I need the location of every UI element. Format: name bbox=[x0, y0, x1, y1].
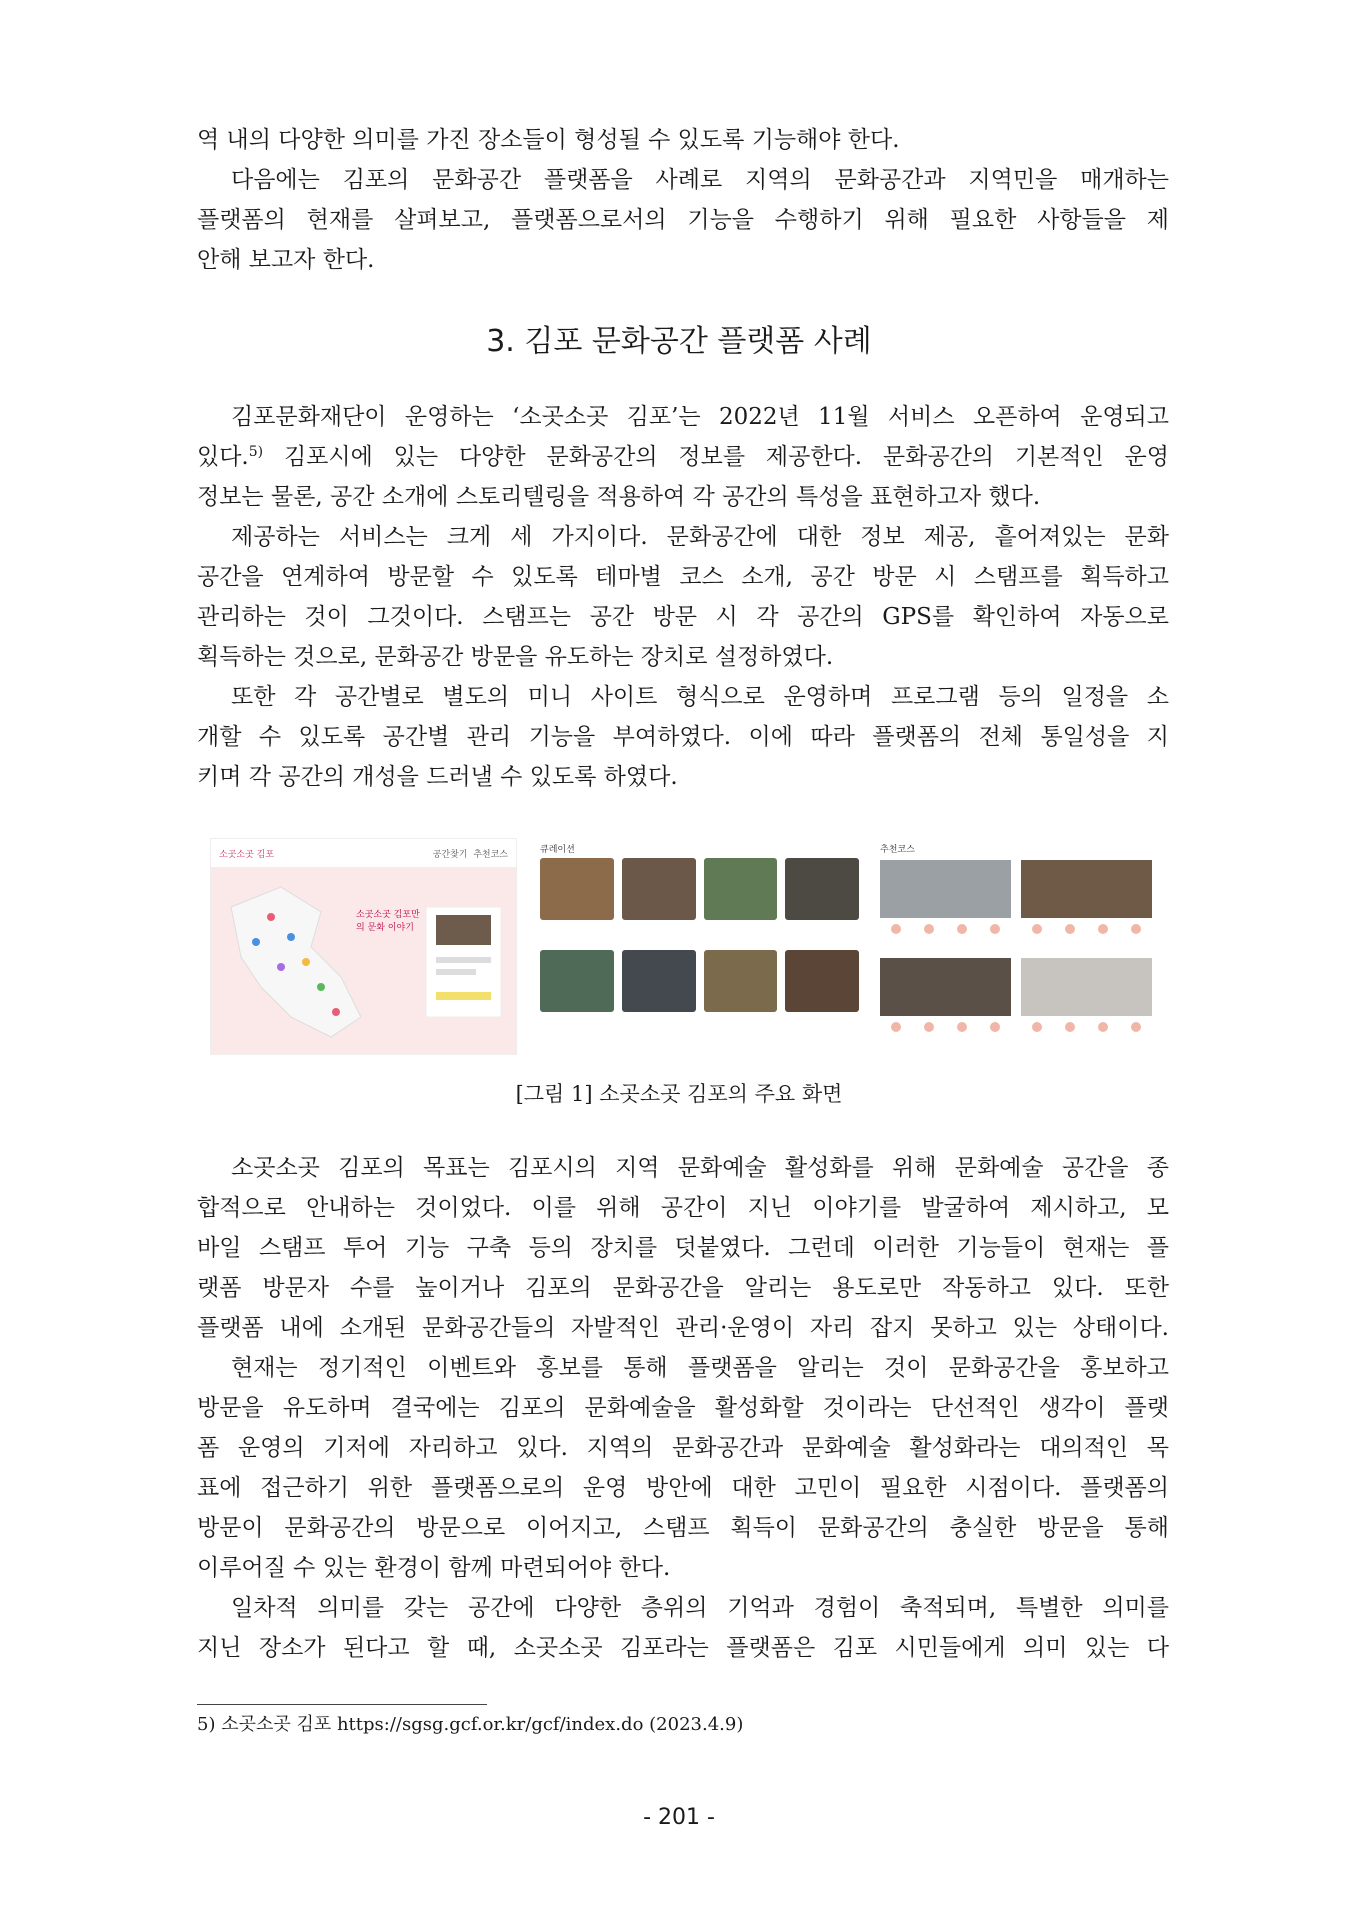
panel-nav bbox=[433, 847, 508, 860]
text-segment: 있다. bbox=[197, 444, 249, 470]
thumbnail-card bbox=[785, 858, 859, 942]
thumbnail-card bbox=[785, 950, 859, 1034]
text-segment: 김포시에 있는 다양한 문화공간의 정보를 제공한다. 문화공간의 기본적인 운영 bbox=[263, 444, 1169, 470]
map-illustration bbox=[211, 867, 516, 1054]
nav-space-search: 공간찾기 bbox=[432, 849, 468, 860]
text-line: 안해 보고자 한다. bbox=[197, 247, 375, 273]
text-line: 제공하는 서비스는 크게 세 가지이다. 문화공간에 대한 정보 제공, 흩어져있는 문화 bbox=[231, 524, 1169, 550]
course-card-grid bbox=[872, 838, 1160, 1046]
text-line: 현재는 정기적인 이벤트와 홍보를 통해 플랫폼을 알리는 것이 문화공간을 홍보하고 bbox=[231, 1355, 1169, 1381]
thumbnail-card bbox=[540, 858, 614, 942]
hero-text: 소곳소곳 김포만의 문화 이야기 bbox=[356, 910, 420, 933]
section-paragraph-1 bbox=[197, 397, 1169, 517]
site-logo: 소곳소곳 김포 bbox=[219, 849, 275, 860]
thumbnail-card bbox=[540, 950, 614, 1034]
footnote-ref[interactable]: 5) bbox=[248, 444, 264, 460]
thumbnail-card bbox=[622, 950, 696, 1034]
text-line: 정보는 물론, 공간 소개에 스토리텔링을 적용하여 각 공간의 특성을 표현하고자 했다. bbox=[197, 484, 1041, 510]
text-line: 획득하는 것으로, 문화공간 방문을 유도하는 장치로 설정하였다. bbox=[197, 644, 834, 670]
text-line: 플랫폼 내에 소개된 문화공간들의 자발적인 관리·운영이 자리 잡지 못하고 있는 상태이다. bbox=[197, 1315, 1169, 1341]
page-number: - 201 - bbox=[643, 1805, 715, 1830]
text-line: 또한 각 공간별로 별도의 미니 사이트 형식으로 운영하며 프로그램 등의 일정을 소 bbox=[231, 684, 1169, 710]
nav-course: 추천코스 bbox=[473, 849, 508, 860]
text-line: 합적으로 안내하는 것이었다. 이를 위해 공간이 지닌 이야기를 발굴하여 제시하고, 모 bbox=[197, 1195, 1169, 1221]
text-line: 이루어질 수 있는 환경이 함께 마련되어야 한다. bbox=[197, 1555, 671, 1581]
text-line: 김포문화재단이 운영하는 ‘소곳소곳 김포’는 2022년 11월 서비스 오픈하여 운영되고 bbox=[231, 404, 1169, 430]
text-line: 다음에는 김포의 문화공간 플랫폼을 사례로 지역의 문화공간과 지역민을 매개하는 bbox=[231, 167, 1169, 193]
text-line: 폼 운영의 기저에 자리하고 있다. 지역의 문화공간과 문화예술 활성화라는 대의적인 목 bbox=[197, 1435, 1169, 1461]
figure-panel-map bbox=[210, 838, 517, 1055]
section-heading: 3. 김포 문화공간 플랫폼 사례 bbox=[486, 324, 872, 359]
text-line: 랫폼 방문자 수를 높이거나 김포의 문화공간을 알리는 용도로만 작동하고 있다. 또한 bbox=[197, 1275, 1169, 1301]
text-line: 방문을 유도하며 결국에는 김포의 문화예술을 활성화할 것이라는 단선적인 생각이 플랫 bbox=[197, 1395, 1169, 1421]
text-line: 키며 각 공간의 개성을 드러낼 수 있도록 하였다. bbox=[197, 764, 678, 790]
course-card bbox=[1021, 958, 1152, 1046]
section-paragraph-2 bbox=[197, 517, 1169, 677]
figure-caption: [그림 1] 소곳소곳 김포의 주요 화면 bbox=[515, 1082, 843, 1106]
body-paragraph-4 bbox=[197, 1148, 1169, 1348]
course-card bbox=[880, 860, 1011, 948]
figure-panel-curation bbox=[532, 838, 867, 1053]
course-card bbox=[1021, 860, 1152, 948]
figure-panel-courses bbox=[872, 838, 1160, 1053]
text-line: 공간을 연계하여 방문할 수 있도록 테마별 코스 소개, 공간 방문 시 스탬프를 획득하고 bbox=[197, 564, 1169, 590]
footnote-divider bbox=[197, 1704, 487, 1705]
text-line: 표에 접근하기 위한 플랫폼으로의 운영 방안에 대한 고민이 필요한 시점이다. 플랫폼의 bbox=[197, 1475, 1169, 1501]
thumbnail-card bbox=[622, 858, 696, 942]
intro-paragraph bbox=[197, 120, 1169, 280]
thumbnail-card bbox=[704, 858, 778, 942]
text-line: 지닌 장소가 된다고 할 때, 소곳소곳 김포라는 플랫폼은 김포 시민들에게 의미 있는 다 bbox=[197, 1635, 1169, 1661]
footnote: 5) 소곳소곳 김포 https://sgsg.gcf.or.kr/gcf/index.do (2023.4.9) bbox=[197, 1714, 744, 1735]
section-paragraph-3 bbox=[197, 677, 1169, 797]
panel-header bbox=[211, 839, 516, 867]
panel-title: 큐레이션 bbox=[540, 845, 575, 855]
text-line: 플랫폼의 현재를 살펴보고, 플랫폼으로서의 기능을 수행하기 위해 필요한 사항들을 제 bbox=[197, 207, 1169, 233]
body-paragraph-5 bbox=[197, 1348, 1169, 1588]
map-area bbox=[211, 867, 516, 1054]
text-line: 일차적 의미를 갖는 공간에 다양한 층위의 기억과 경험이 축적되며, 특별한 의미를 bbox=[231, 1595, 1169, 1621]
text-line: 바일 스탬프 투어 기능 구축 등의 장치를 덧붙였다. 그런데 이러한 기능들이 현재는 플 bbox=[197, 1235, 1169, 1261]
text-line: 소곳소곳 김포의 목표는 김포시의 지역 문화예술 활성화를 위해 문화예술 공간을 종 bbox=[231, 1155, 1169, 1181]
thumbnail-grid bbox=[532, 838, 867, 1034]
thumbnail-card bbox=[704, 950, 778, 1034]
figure-screenshots bbox=[210, 838, 1160, 1053]
text-line: 개할 수 있도록 공간별 관리 기능을 부여하였다. 이에 따라 플랫폼의 전체 통일성을 지 bbox=[197, 724, 1169, 750]
body-paragraph-6 bbox=[197, 1588, 1169, 1668]
panel-title: 추천코스 bbox=[880, 845, 915, 855]
text-line bbox=[197, 437, 1169, 477]
text-line: 역 내의 다양한 의미를 가진 장소들이 형성될 수 있도록 기능해야 한다. bbox=[197, 127, 900, 153]
text-line: 관리하는 것이 그것이다. 스탬프는 공간 방문 시 각 공간의 GPS를 확인하여 자동으로 bbox=[197, 604, 1169, 630]
text-line: 방문이 문화공간의 방문으로 이어지고, 스탬프 획득이 문화공간의 충실한 방문을 통해 bbox=[197, 1515, 1169, 1541]
course-card bbox=[880, 958, 1011, 1046]
